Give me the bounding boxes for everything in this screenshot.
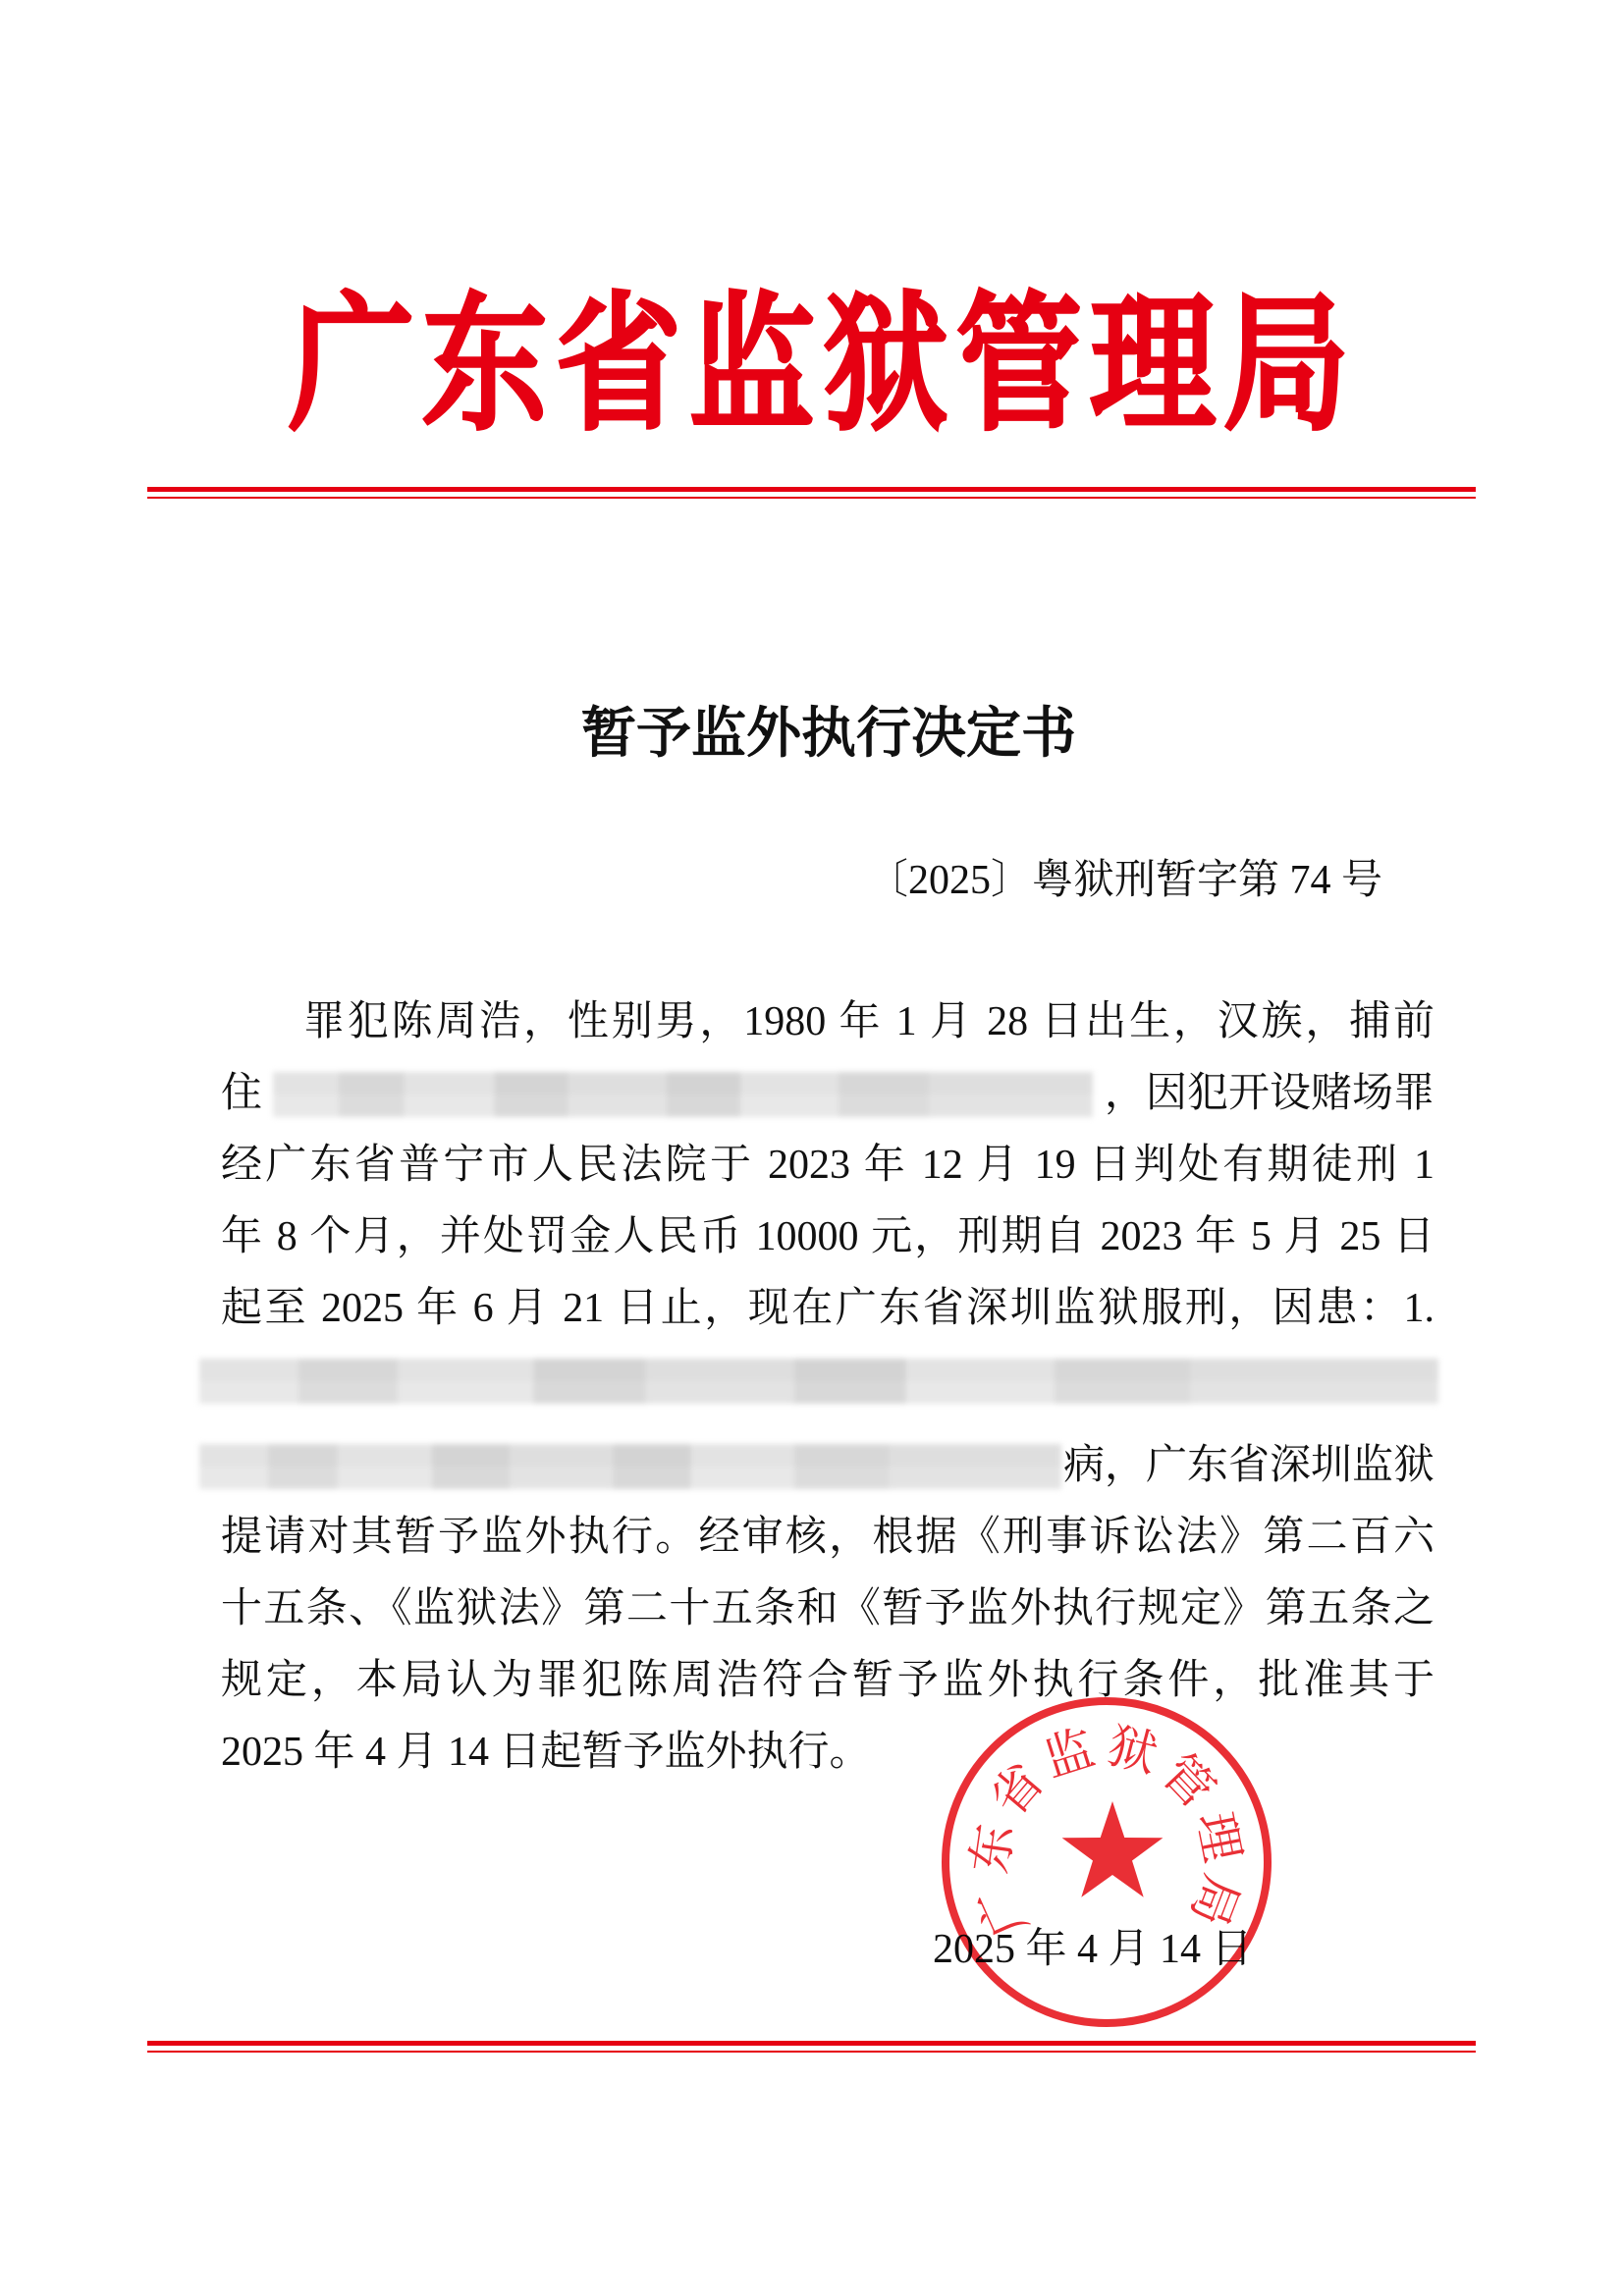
body-line: 2025 年 4 月 14 日起暂予监外执行。	[221, 1730, 871, 1775]
document-number: 〔2025〕粤狱刑暂字第 74 号	[866, 858, 1382, 903]
body-line: 年 8 个月，并处罚金人民币 10000 元，刑期自 2023 年 5 月 25 日	[221, 1214, 1435, 1259]
footer-rule-thick	[147, 2041, 1476, 2046]
decision-body	[221, 987, 1435, 1789]
body-line	[221, 1430, 1435, 1502]
body-line-suffix: 病，广东省深圳监狱	[1062, 1443, 1435, 1488]
issue-date: 2025 年 4 月 14 日	[933, 1927, 1253, 1972]
body-line: 规定，本局认为罪犯陈周浩符合暂予监外执行条件，批准其于	[221, 1658, 1435, 1703]
redacted-illness	[199, 1359, 1438, 1404]
body-line: 十五条、《监狱法》第二十五条和《暂予监外执行规定》第五条之	[221, 1586, 1435, 1631]
star-icon	[1062, 1801, 1164, 1897]
body-line: 起至 2025 年 6 月 21 日止，现在广东省深圳监狱服刑，因患：1.	[221, 1286, 1435, 1331]
issuing-organization-header: 广东省监狱管理局	[288, 278, 1357, 453]
body-line: 经广东省普宁市人民法院于 2023 年 12 月 19 日判处有期徒刑 1	[221, 1143, 1435, 1188]
header-rule-thin	[147, 497, 1476, 499]
body-line: 提请对其暂予监外执行。经审核，根据《刑事诉讼法》第二百六	[221, 1515, 1435, 1560]
header-rule-thick	[147, 487, 1476, 492]
body-line-prefix: 住	[221, 1071, 263, 1116]
body-line	[221, 1359, 1435, 1430]
redacted-illness	[199, 1444, 1061, 1489]
seal-text: 广东省监狱管理局	[960, 1716, 1253, 1946]
body-line-suffix: ，因犯开设赌场罪	[1104, 1071, 1435, 1116]
body-line: 罪犯陈周浩，性别男，1980 年 1 月 28 日出生，汉族，捕前	[303, 999, 1435, 1044]
body-line	[221, 1058, 1435, 1130]
footer-rule-thin	[147, 2051, 1476, 2053]
official-seal	[930, 1685, 1283, 2039]
document-title: 暂予监外执行决定书	[581, 701, 1076, 766]
redacted-address	[273, 1072, 1093, 1117]
